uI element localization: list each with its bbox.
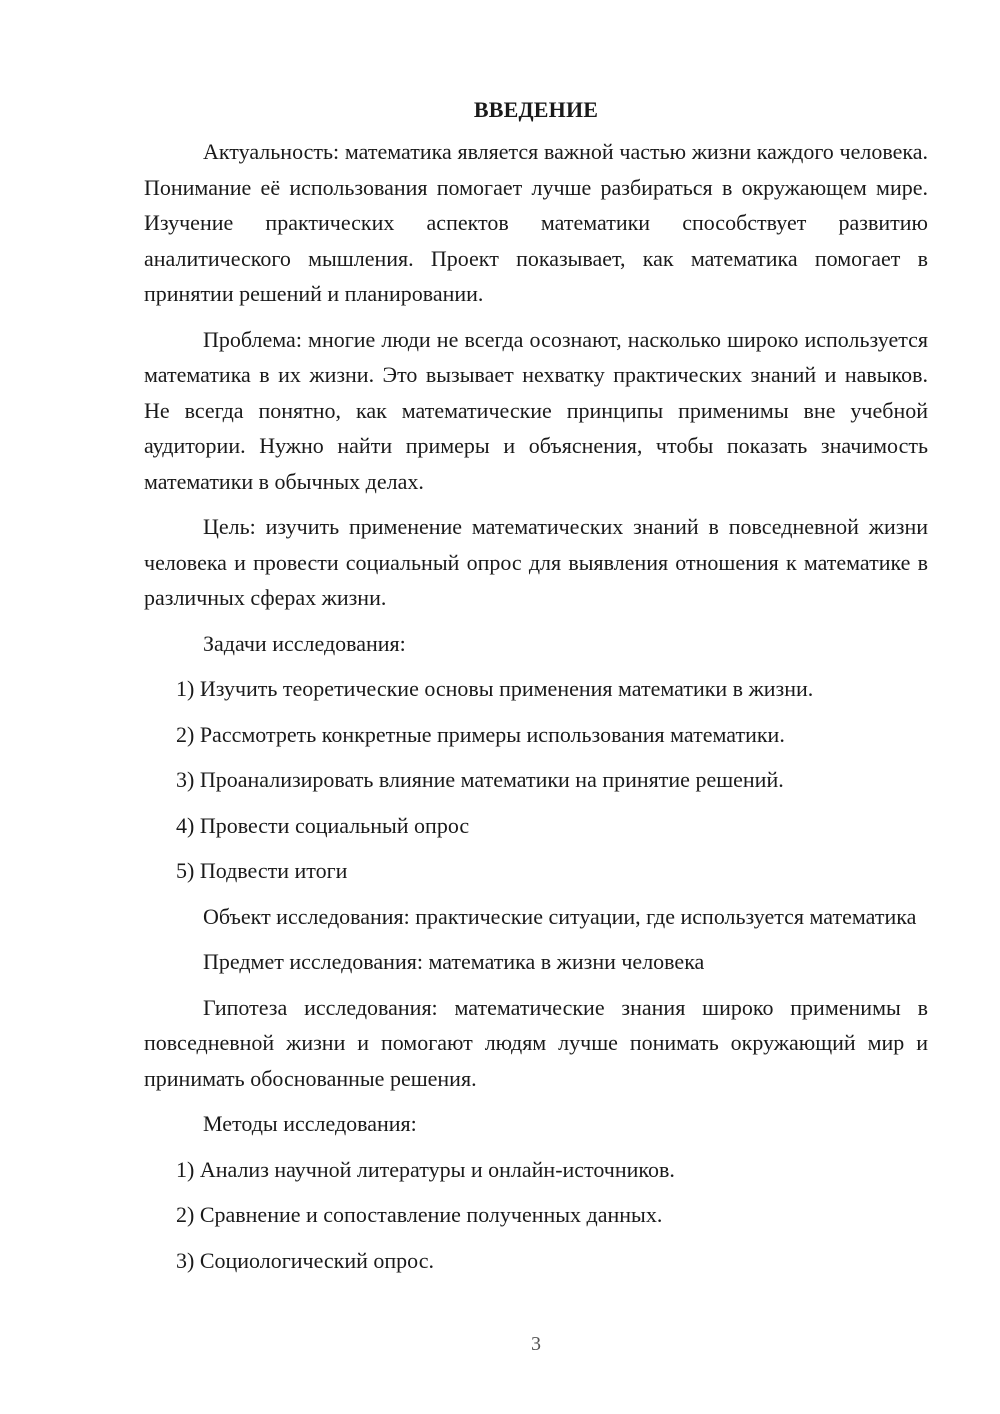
task-item: 4) Провести социальный опрос [176,812,470,838]
methods-list [144,1152,928,1279]
goal-paragraph: Цель: изучить применение математических знаний в повседневной жизни человека и провести социальный опрос для выявления отношения к математике в различных сферах жизни. [144,514,928,610]
methods-label: Методы исследования: [203,1111,417,1136]
subject-paragraph: Предмет исследования: математика в жизни человека [203,949,705,974]
object-paragraph: Объект исследования: практические ситуации, где используется математика [203,903,917,929]
document-page [144,92,928,1288]
task-item: 1) Изучить теоретические основы применения математики в жизни. [176,676,814,701]
task-item: 5) Подвести итоги [176,858,348,883]
relevance-paragraph: Актуальность: математика является важной частью жизни каждого человека. Понимание её использования помогает лучше разбираться в окружающем мире. Изучение практических аспектов математики способствует развитию аналитического мышления. Проект показывает, как математика помогает в принятии решений и планировании. [144,139,928,306]
tasks-label: Задачи исследования: [203,630,406,656]
method-item: 2) Сравнение и сопоставление полученных данных. [176,1202,663,1227]
task-item: 2) Рассмотреть конкретные примеры использования математики. [176,721,785,747]
hypothesis-paragraph: Гипотеза исследования: математические знания широко применимы в повседневной жизни и помогают людям лучше понимать окружающий мир и принимать обоснованные решения. [144,994,928,1091]
method-item: 3) Социологический опрос. [176,1247,434,1273]
tasks-list [144,671,928,889]
method-item: 1) Анализ научной литературы и онлайн-источников. [176,1156,675,1182]
page-title: ВВЕДЕНИЕ [473,97,599,122]
page-number: 3 [531,1333,541,1355]
task-item: 3) Проанализировать влияние математики на принятие решений. [176,767,784,792]
problem-paragraph: Проблема: многие люди не всегда осознают, насколько широко используется математика в их жизни. Это вызывает нехватку практических знаний и навыков. Не всегда понятно, как математические принципы применимы вне учебной аудитории. Нужно найти примеры и объяснения, чтобы показать значимость математики в обычных делах. [144,326,928,494]
